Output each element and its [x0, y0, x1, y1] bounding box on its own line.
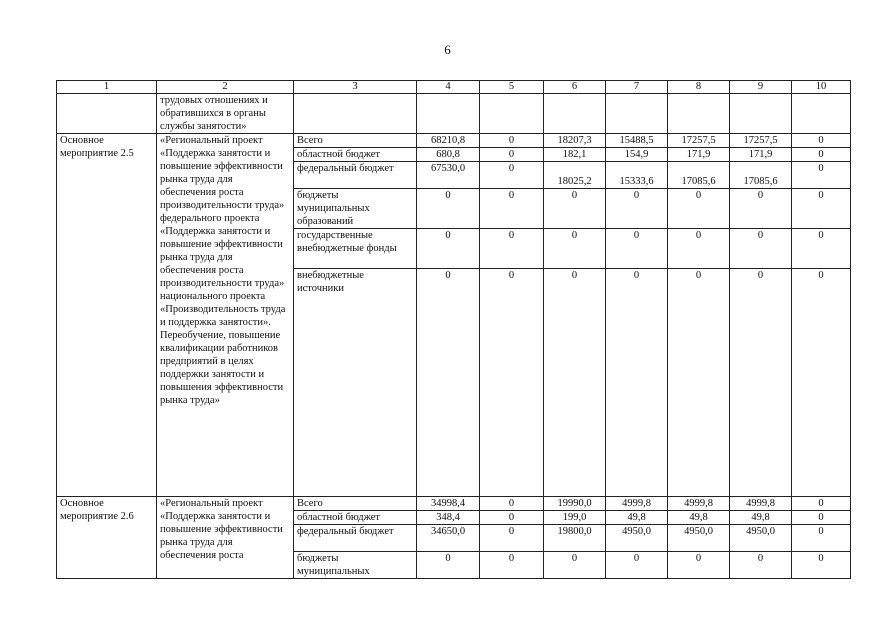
- column-header: 2: [157, 81, 294, 94]
- funding-source: Всего: [294, 134, 417, 148]
- cell-value: 4950,0: [730, 525, 792, 552]
- cell-value: 4950,0: [668, 525, 730, 552]
- column-header: 9: [730, 81, 792, 94]
- funding-source: федеральный бюджет: [294, 162, 417, 189]
- cell-value: 154,9: [606, 148, 668, 162]
- cell-value: 0: [606, 189, 668, 229]
- cell-value: 0: [544, 229, 606, 269]
- cell-value: 0: [480, 189, 544, 229]
- cell-value: 348,4: [417, 511, 480, 525]
- cell-value: 49,8: [606, 511, 668, 525]
- event-name: Основное мероприятие 2.6: [57, 497, 157, 579]
- cell-value: 34650,0: [417, 525, 480, 552]
- cell-value: 0: [792, 229, 851, 269]
- cell-value: 4999,8: [668, 497, 730, 511]
- cell-value: 0: [480, 148, 544, 162]
- cell-value: 0: [417, 269, 480, 497]
- cell-value: 4999,8: [730, 497, 792, 511]
- cell-value: 0: [417, 189, 480, 229]
- cell-value: 17257,5: [668, 134, 730, 148]
- event-description: «Региональный проект «Поддержка занятости и повышение эффективности рынка труда для обеспечения роста: [157, 497, 294, 579]
- cell-value: 0: [606, 229, 668, 269]
- cell-value: 0: [730, 269, 792, 497]
- cell-value: 0: [792, 162, 851, 189]
- cell-value: 0: [417, 229, 480, 269]
- cell-value: 49,8: [668, 511, 730, 525]
- cell-value: 0: [480, 134, 544, 148]
- column-header: 6: [544, 81, 606, 94]
- cell-value: 0: [480, 269, 544, 497]
- funding-source: федеральный бюджет: [294, 525, 417, 552]
- cell-value: 0: [668, 189, 730, 229]
- cell-value: 0: [730, 229, 792, 269]
- event-name: Основное мероприятие 2.5: [57, 134, 157, 497]
- cell-value: 0: [792, 552, 851, 579]
- cell-value: 0: [730, 189, 792, 229]
- funding-source: Всего: [294, 497, 417, 511]
- cell-value: 0: [417, 552, 480, 579]
- cell-value: 0: [792, 269, 851, 497]
- cell-value: 34998,4: [417, 497, 480, 511]
- funding-source: областной бюджет: [294, 511, 417, 525]
- cell-value: 0: [792, 497, 851, 511]
- cell-value: 0: [480, 525, 544, 552]
- cell-value: 0: [480, 552, 544, 579]
- cell-value: 67530,0: [417, 162, 480, 189]
- cell-value: 4999,8: [606, 497, 668, 511]
- cell-value: 17085,6: [668, 162, 730, 189]
- column-header: 5: [480, 81, 544, 94]
- cell-value: 0: [544, 552, 606, 579]
- table-row: [57, 134, 851, 148]
- funding-source: государственные внебюджетные фонды: [294, 229, 417, 269]
- event-description: «Региональный проект «Поддержка занятости и повышение эффективности рынка труда для обеспечения роста производительности труда» федерального проекта «Поддержка занятости и повышение эффективности рынка труда для обеспечения роста производительности труда» национального проекта «Производительность труда и поддержка занятости». Переобучение, повышение квалификации работников предприятий в целях поддержки занятости и повышения эффективности рынка труда»: [157, 134, 294, 497]
- cell-value: 0: [792, 511, 851, 525]
- column-header: 1: [57, 81, 157, 94]
- column-header: 3: [294, 81, 417, 94]
- cell-value: 15333,6: [606, 162, 668, 189]
- cell-value: 0: [792, 189, 851, 229]
- cell-value: 18207,3: [544, 134, 606, 148]
- cell-value: 0: [480, 511, 544, 525]
- cell-value: 4950,0: [606, 525, 668, 552]
- cell-value: 680,8: [417, 148, 480, 162]
- continuation-row: [57, 94, 851, 134]
- funding-source: внебюджетные источники: [294, 269, 417, 497]
- cell-value: 68210,8: [417, 134, 480, 148]
- cell-value: 182,1: [544, 148, 606, 162]
- cell-value: 19990,0: [544, 497, 606, 511]
- cell-value: 171,9: [730, 148, 792, 162]
- column-header: 10: [792, 81, 851, 94]
- cell-value: 0: [792, 134, 851, 148]
- budget-table: [56, 80, 851, 579]
- cell-value: 17257,5: [730, 134, 792, 148]
- cell-value: 199,0: [544, 511, 606, 525]
- cell-value: 0: [668, 269, 730, 497]
- cell-value: 19800,0: [544, 525, 606, 552]
- column-header: 7: [606, 81, 668, 94]
- funding-source: бюджеты муниципальных образований: [294, 189, 417, 229]
- cell-value: 0: [480, 229, 544, 269]
- funding-source: бюджеты муниципальных: [294, 552, 417, 579]
- cell-value: 0: [544, 189, 606, 229]
- table-row: [57, 497, 851, 511]
- cell-value: 0: [730, 552, 792, 579]
- cell-value: 0: [668, 552, 730, 579]
- continuation-description: трудовых отношениях и обратившихся в органы службы занятости»: [157, 94, 294, 134]
- column-header: 8: [668, 81, 730, 94]
- header-row: [57, 81, 851, 94]
- cell-value: 17085,6: [730, 162, 792, 189]
- cell-value: 18025,2: [544, 162, 606, 189]
- cell-value: 0: [668, 229, 730, 269]
- cell-value: 15488,5: [606, 134, 668, 148]
- funding-source: областной бюджет: [294, 148, 417, 162]
- column-header: 4: [417, 81, 480, 94]
- cell-value: 0: [792, 148, 851, 162]
- cell-value: 171,9: [668, 148, 730, 162]
- cell-value: 0: [544, 269, 606, 497]
- cell-value: 0: [606, 552, 668, 579]
- cell-value: 0: [606, 269, 668, 497]
- cell-value: 0: [480, 497, 544, 511]
- page-number: 6: [444, 42, 451, 57]
- cell-value: 0: [792, 525, 851, 552]
- cell-value: 0: [480, 162, 544, 189]
- cell-value: 49,8: [730, 511, 792, 525]
